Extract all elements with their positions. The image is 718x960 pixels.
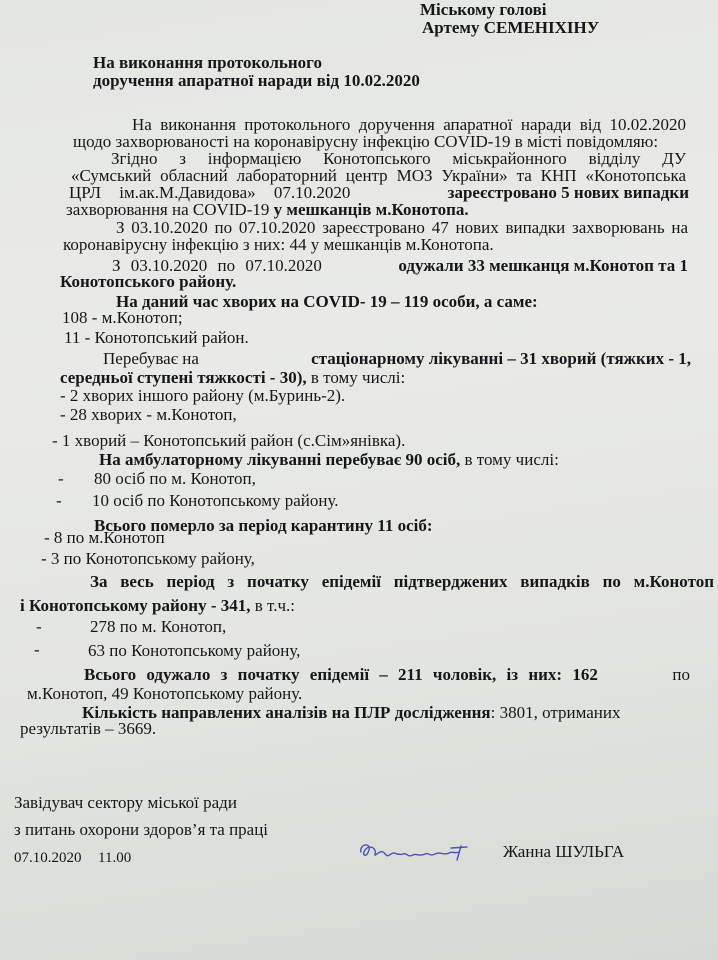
recovered-period-line-2: Конотопського району. (60, 272, 237, 291)
addressee-line-2: Артему СЕМЕНІХІНУ (422, 18, 600, 37)
outpatient-heading-text: в тому числі: (464, 450, 559, 469)
recovered-total-line-2: м.Конотоп, 49 Конотопському району. (27, 684, 303, 703)
recovered-total-count: Всього одужало з початку епідемії – 211 чоловік, із них: 162 (84, 665, 598, 684)
confirmed-line-1: За весь період з початку епідемії підтверджених випадків по м.Конотоп (90, 572, 714, 591)
currently-sick-item-2: 11 - Конотопський район. (64, 328, 249, 347)
subject-line-1: На виконання протокольного (93, 53, 322, 72)
source-line-4-text: захворювання на COVID-19 (66, 200, 270, 219)
currently-sick-heading: На даний час хворих на COVID- 19 – 119 особи, а саме: (116, 292, 538, 311)
outpatient-item-1-dash: - (58, 469, 64, 488)
pcr-line-1-text: : 3801, отриманих (490, 703, 621, 722)
outpatient-heading (99, 450, 559, 469)
inpatient-item-1: - 2 хворих іншого району (м.Буринь-2). (60, 386, 346, 405)
confirmed-item-1-dash: - (36, 617, 42, 636)
subject-line-2: доручення апаратної наради від 10.02.2020 (93, 71, 420, 90)
confirmed-item-2: 63 по Конотопському району, (88, 641, 301, 660)
inpatient-count: стаціонарному лікуванні – 31 хворий (тяжких - 1, (311, 349, 691, 368)
outpatient-heading-bold: На амбулаторному лікуванні перебуває 90 осіб, (99, 450, 461, 469)
period-cases-line-2: коронавірусну інфекцію з них: 44 у мешканців м.Конотопа. (63, 235, 494, 254)
inpatient-line-2 (60, 368, 405, 387)
inpatient-item-3: - 1 хворий – Конотопський район (с.Сім»янівка). (52, 431, 406, 450)
deaths-item-1: - 8 по м.Конотоп (44, 528, 165, 547)
recovered-total-line-1-tail: по (672, 665, 690, 684)
pcr-line-1 (82, 703, 621, 722)
recovered-period-dates: З 03.10.2020 по 07.10.2020 (112, 256, 322, 275)
recovered-total-line-1 (84, 665, 690, 684)
confirmed-line-2 (20, 596, 295, 615)
outpatient-item-1: 80 осіб по м. Конотоп, (94, 469, 256, 488)
currently-sick-item-1: 108 - м.Конотоп; (62, 308, 183, 327)
source-line-3-text: ЦРЛ ім.ак.М.Давидова» 07.10.2020 (69, 183, 351, 202)
source-new-cases: зареєстровано 5 нових випадки (447, 183, 689, 202)
outpatient-item-2: 10 осіб по Конотопському району. (92, 491, 339, 510)
source-line-4 (66, 200, 469, 219)
inpatient-line-1-text: Перебуває на (103, 349, 199, 368)
pcr-line-2: результатів – 3669. (20, 719, 157, 738)
outpatient-item-2-dash: - (56, 491, 62, 510)
source-residents: у мешканців м.Конотопа. (273, 200, 469, 219)
period-cases-line-1: З 03.10.2020 по 07.10.2020 зареєстровано 47 нових випадки захворювань на (116, 218, 688, 237)
handwritten-signature (355, 836, 475, 866)
signer-position-line-2: з питань охорони здоров’я та праці (14, 820, 269, 839)
confirmed-line-2-text: в т.ч.: (254, 596, 295, 615)
deaths-heading: Всього померло за період карантину 11 осіб: (94, 516, 433, 535)
recovered-period-count: одужали 33 мешканця м.Конотоп та 1 (398, 256, 688, 275)
document-time: 11.00 (98, 850, 132, 866)
signer-position-line-1: Завідувач сектору міської ради (14, 793, 237, 812)
inpatient-line-2-text: в тому числі: (310, 368, 406, 387)
confirmed-item-2-dash: - (34, 640, 40, 659)
confirmed-count: і Конотопському району - 341, (20, 596, 251, 615)
document-date: 07.10.2020 (14, 850, 82, 866)
addressee-line-1: Міському голові (420, 0, 547, 19)
source-line-2: «Сумський обласний лабораторний центр МОЗ України» та КНП «Конотопська (71, 166, 686, 185)
inpatient-item-2: - 28 хворих - м.Конотоп, (60, 405, 237, 424)
intro-line-1: На виконання протокольного доручення апаратної наради від 10.02.2020 (132, 115, 686, 134)
inpatient-severity: середньої ступені тяжкості - 30), (60, 368, 307, 387)
signer-name: Жанна ШУЛЬГА (503, 842, 625, 861)
deaths-item-2: - 3 по Конотопському району, (41, 549, 255, 568)
confirmed-item-1: 278 по м. Конотоп, (90, 617, 227, 636)
intro-line-2: щодо захворюваності на коронавірусну інфекцію COVID-19 в місті повідомляю: (73, 132, 659, 151)
pcr-label: Кількість направлених аналізів на ПЛР дослідження (82, 703, 491, 722)
source-line-1: Згідно з інформацією Конотопського міськрайонного відділу ДУ (111, 149, 686, 168)
inpatient-line-1 (103, 349, 691, 368)
